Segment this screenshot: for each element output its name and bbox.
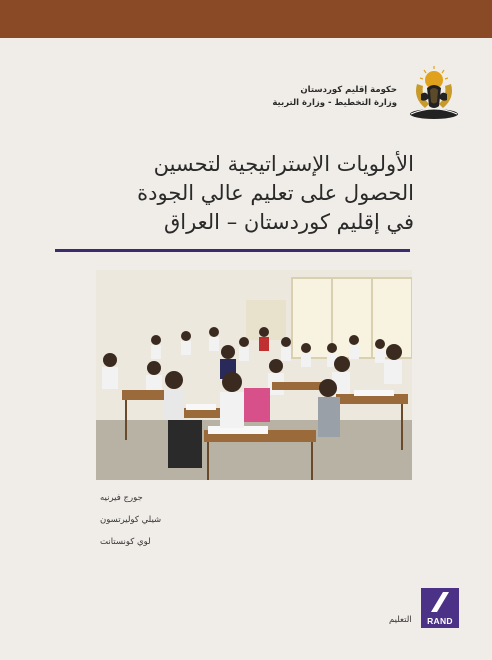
rand-logo: [421, 588, 459, 628]
kurdistan-emblem-icon: [407, 64, 461, 120]
subject-label: التعليم: [389, 615, 412, 625]
rand-logo-text: RAND: [427, 616, 453, 626]
government-header: [271, 64, 461, 124]
report-title: [74, 150, 414, 237]
rand-logo-mark-icon: [421, 588, 459, 616]
author-list: [100, 491, 161, 557]
org-names: [272, 84, 397, 110]
org-line-1: حكومة إقليم كوردستان: [300, 85, 397, 95]
title-rule: [55, 249, 410, 252]
title-line-1: الأولويات الإستراتيجية لتحسين: [153, 152, 414, 176]
classroom-photo: [96, 270, 412, 480]
top-bar: [0, 0, 492, 38]
author-name: شيلي كوليرتسون: [100, 515, 162, 525]
title-line-2: الحصول على تعليم عالي الجودة: [137, 181, 414, 205]
title-line-3: في إقليم كوردستان – العراق: [163, 210, 414, 234]
author-name: لوي كونستانت: [100, 537, 151, 547]
org-line-2: وزارة التخطيط - وزارة التربية: [272, 98, 397, 108]
author-name: جورج فيرنيه: [100, 493, 143, 503]
classroom-photo-image: [96, 270, 412, 480]
